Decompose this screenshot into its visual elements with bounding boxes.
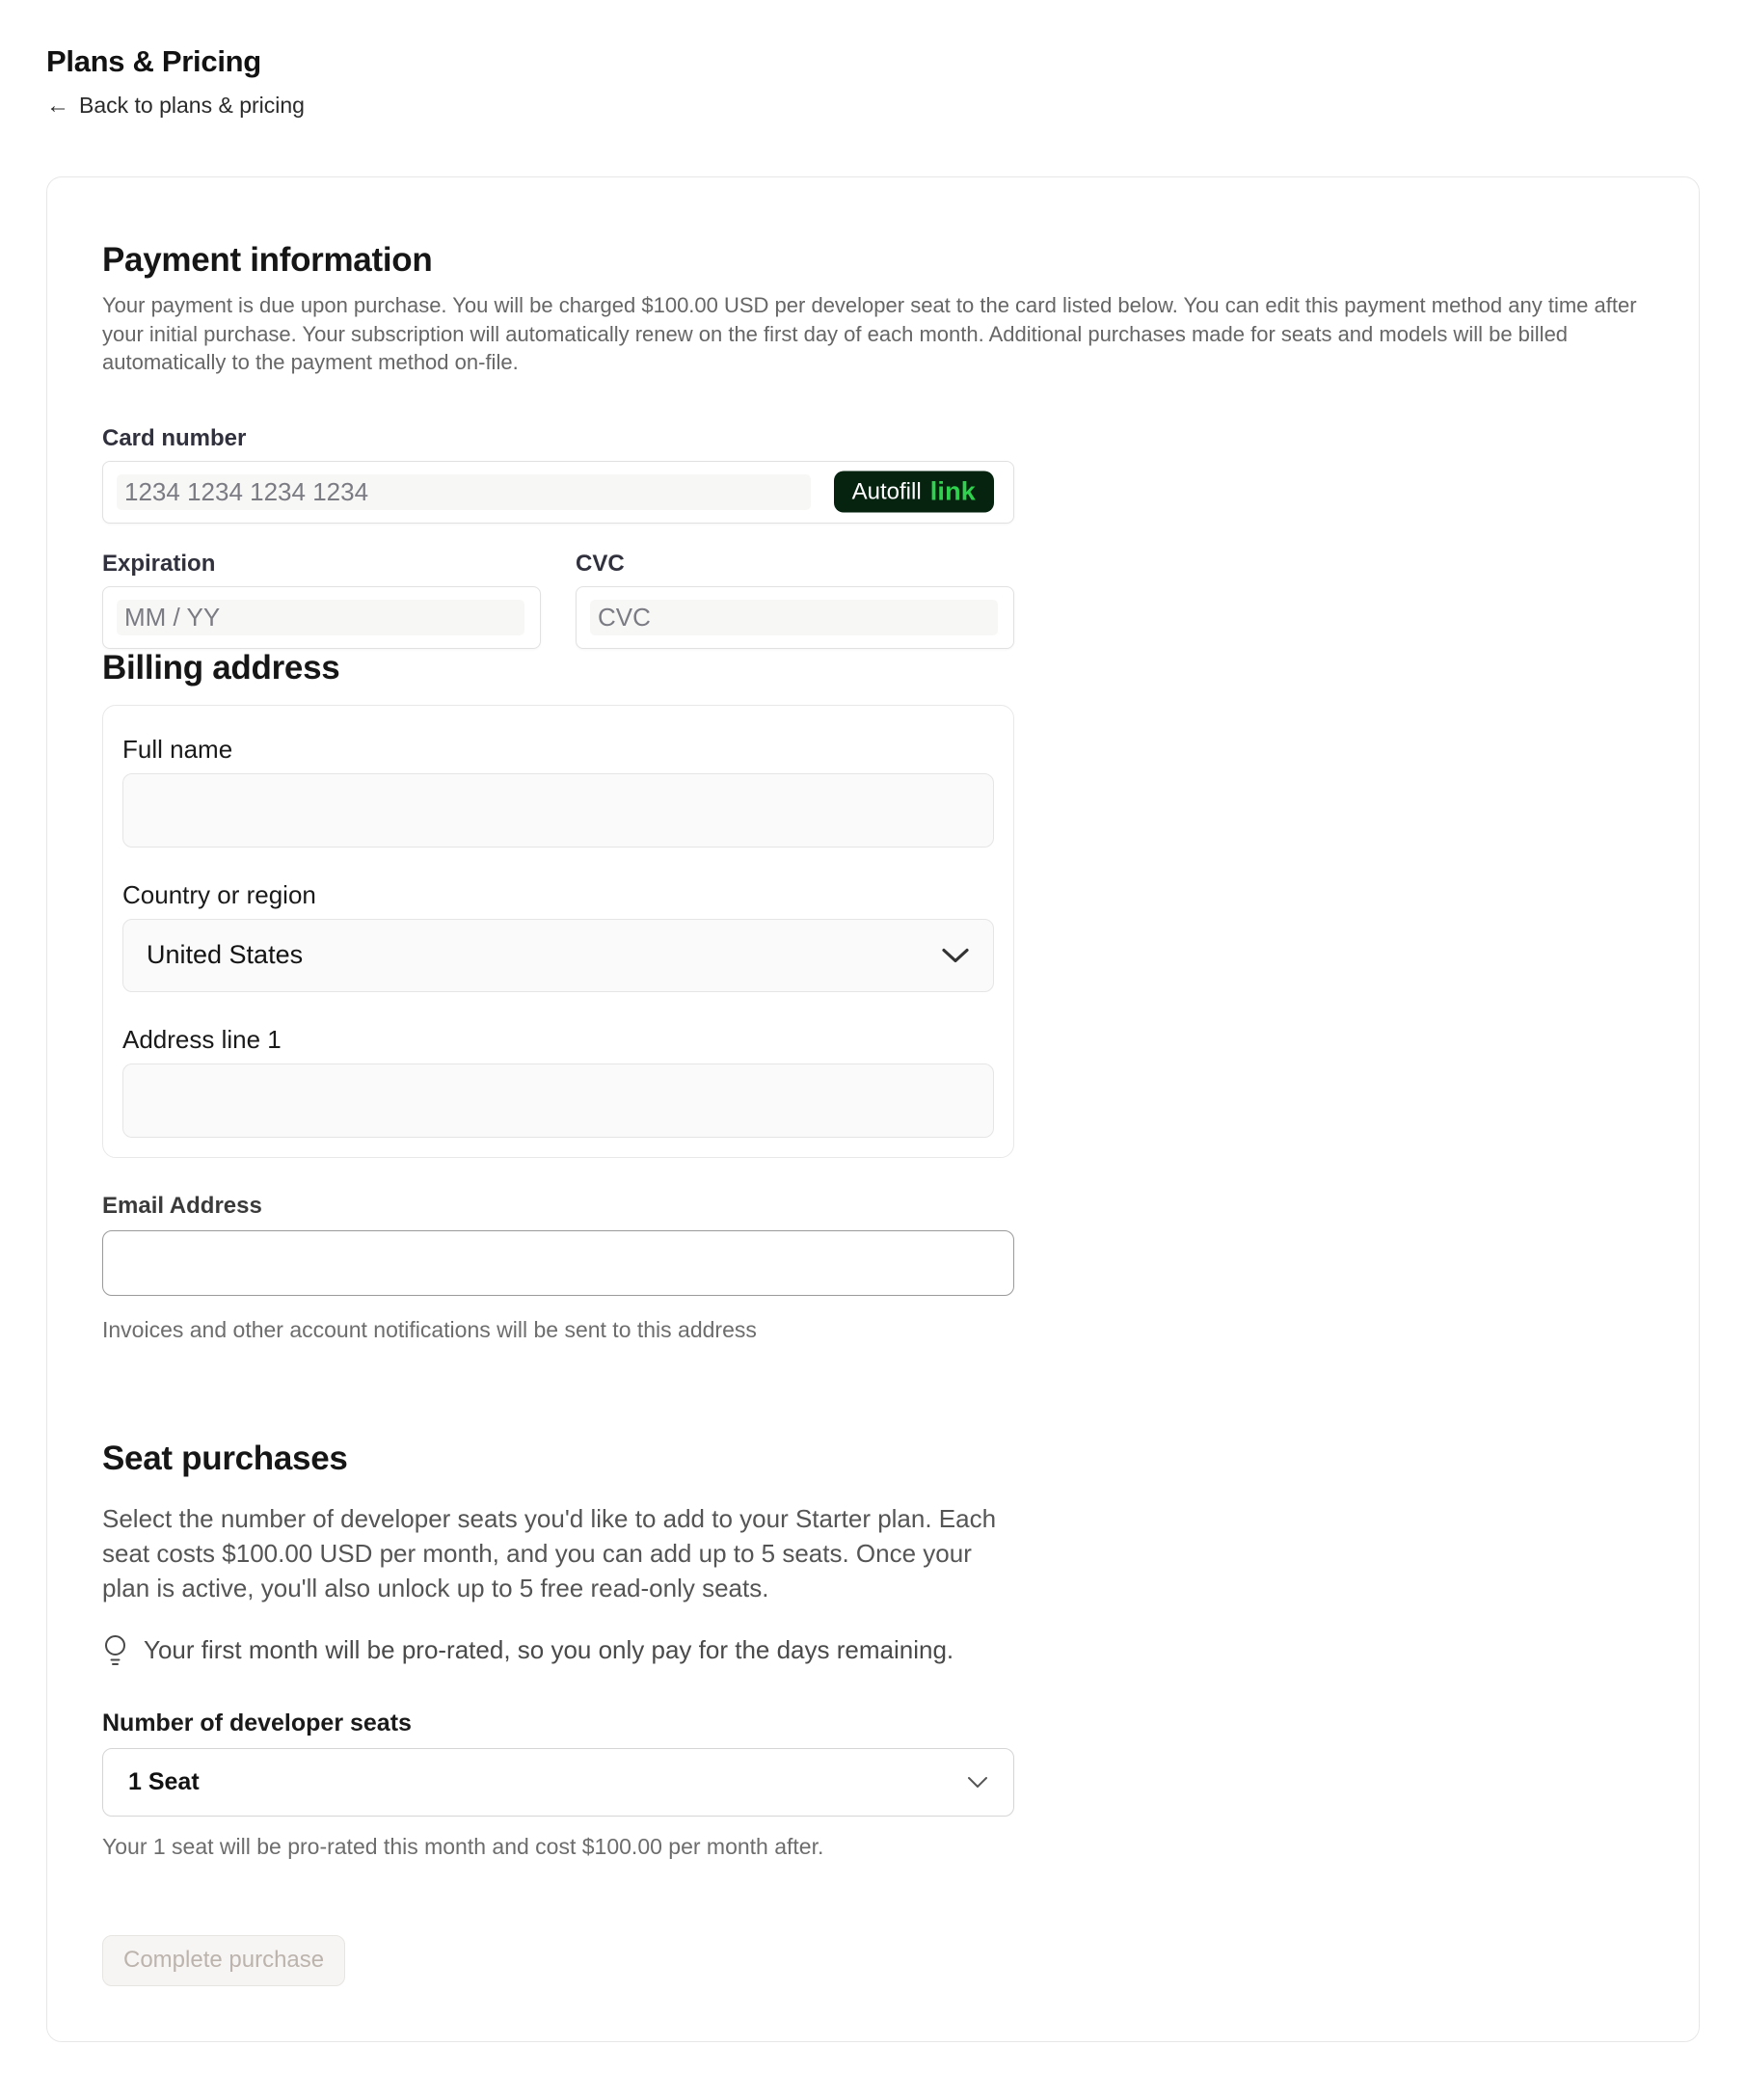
address-line1-group: [122, 1025, 994, 1138]
chevron-down-icon: [967, 1776, 988, 1789]
email-helper-text: Invoices and other account notifications will be sent to this address: [102, 1316, 757, 1342]
cvc-label: CVC: [576, 550, 625, 577]
chevron-down-icon: [941, 947, 970, 964]
page-title: Plans & Pricing: [46, 44, 261, 78]
autofill-label: Autofill: [851, 478, 922, 504]
payment-form: [102, 425, 1014, 1986]
back-arrow-icon: ←: [46, 92, 69, 119]
email-input[interactable]: [102, 1230, 1014, 1296]
country-label: Country or region: [122, 879, 316, 909]
cvc-field: [576, 586, 1014, 649]
card-number-field: [102, 461, 1014, 524]
payment-description: Your payment is due upon purchase. You will be charged $100.00 USD per developer seat to the card listed below. You can edit this payment method any time after your initial purchase. Your subscription will automatically renew on the first day of each month. Additional purchases made for seats and models will be billed automatically to the payment method on-file.: [102, 293, 1637, 374]
cvc-input[interactable]: [577, 587, 1013, 648]
country-select[interactable]: [122, 919, 994, 992]
billing-address-heading: Billing address: [102, 648, 340, 687]
seat-purchases-heading: Seat purchases: [102, 1439, 348, 1477]
prorate-tip: [102, 1634, 1014, 1667]
expiration-field: [102, 586, 541, 649]
seat-count-helper: Your 1 seat will be pro-rated this month and cost $100.00 per month after.: [102, 1833, 824, 1859]
page-header: [46, 44, 1700, 119]
prorate-tip-text: Your first month will be pro-rated, so you only pay for the days remaining.: [144, 1635, 954, 1664]
email-label: Email Address: [102, 1192, 262, 1219]
payment-information-heading: Payment information: [102, 241, 433, 279]
email-group: [102, 1193, 1014, 1343]
back-link[interactable]: [46, 93, 305, 119]
full-name-label: Full name: [122, 734, 233, 764]
purchase-card: [46, 176, 1700, 2042]
cvc-group: [576, 551, 1014, 649]
address-line1-input[interactable]: [122, 1063, 994, 1138]
billing-address-box: [102, 705, 1014, 1158]
seat-count-value: 1 Seat: [128, 1767, 200, 1795]
expiration-cvc-row: [102, 551, 1014, 649]
seat-count-select[interactable]: [102, 1748, 1014, 1817]
full-name-input[interactable]: [122, 773, 994, 848]
full-name-group: [122, 735, 994, 848]
link-logo: link: [929, 476, 976, 506]
card-number-label: Card number: [102, 424, 247, 451]
seat-purchases-description: Select the number of developer seats you'd like to add to your Starter plan. Each seat costs $100.00 USD per month, and you can add up to 5 seats. Once your plan is active, you'll also unlock up to 5 free read-only seats.: [102, 1503, 997, 1602]
complete-purchase-button[interactable]: Complete purchase: [102, 1935, 345, 1986]
expiration-input[interactable]: [103, 587, 540, 648]
autofill-link-button[interactable]: [834, 471, 994, 513]
seat-purchases-section: [102, 1440, 1014, 1860]
address-line1-label: Address line 1: [122, 1024, 282, 1054]
country-select-value: United States: [147, 940, 304, 969]
expiration-label: Expiration: [102, 550, 216, 577]
back-link-label: Back to plans & pricing: [79, 93, 305, 118]
seat-count-label: Number of developer seats: [102, 1709, 412, 1737]
card-number-group: [102, 425, 1014, 524]
country-group: [122, 880, 994, 992]
expiration-group: [102, 551, 541, 649]
lightbulb-icon: [102, 1634, 128, 1667]
